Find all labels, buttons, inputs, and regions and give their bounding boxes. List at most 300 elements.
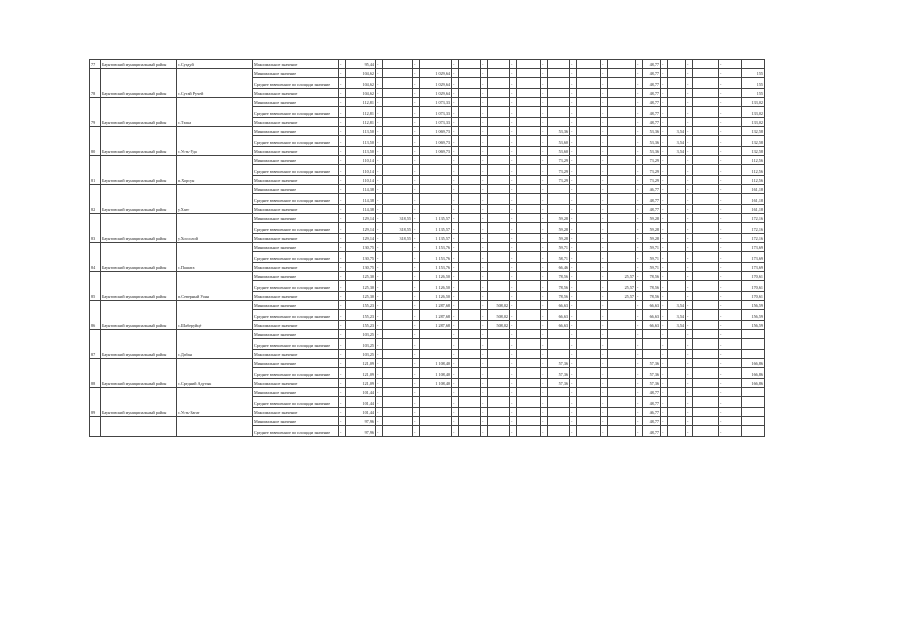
table-row bbox=[90, 359, 765, 368]
value-cell bbox=[693, 350, 719, 359]
value-type-label: Максимальное значение bbox=[253, 379, 339, 388]
dash-cell: - bbox=[510, 252, 517, 263]
dash-cell: - bbox=[376, 272, 383, 281]
dash-cell: - bbox=[452, 408, 459, 417]
value-cell bbox=[577, 165, 601, 176]
dash-cell: - bbox=[570, 397, 577, 408]
district-name: Баунтовский муниципальный район bbox=[101, 127, 177, 156]
value-cell: 125,30 bbox=[346, 292, 376, 301]
value-cell bbox=[459, 243, 481, 252]
dash-cell: - bbox=[339, 89, 346, 98]
dash-cell: - bbox=[601, 321, 608, 330]
dash-cell: - bbox=[541, 310, 548, 321]
value-cell bbox=[577, 368, 601, 379]
value-cell: 155,23 bbox=[346, 301, 376, 310]
value-cell bbox=[742, 397, 765, 408]
dash-cell: - bbox=[636, 321, 643, 330]
dash-cell: - bbox=[719, 89, 742, 98]
dash-cell: - bbox=[719, 107, 742, 118]
dash-cell: - bbox=[376, 136, 383, 147]
dash-cell: - bbox=[510, 301, 517, 310]
district-name: Баунтовский муниципальный район bbox=[101, 98, 177, 127]
value-cell: 59,71 bbox=[643, 252, 661, 263]
dash-cell: - bbox=[570, 379, 577, 388]
value-cell bbox=[517, 397, 541, 408]
value-cell bbox=[548, 408, 570, 417]
dash-cell: - bbox=[661, 234, 668, 243]
value-cell bbox=[742, 60, 765, 69]
dash-cell: - bbox=[541, 176, 548, 185]
dash-cell: - bbox=[636, 379, 643, 388]
dash-cell: - bbox=[481, 281, 488, 292]
dash-cell: - bbox=[541, 60, 548, 69]
dash-cell: - bbox=[339, 263, 346, 272]
value-cell bbox=[577, 127, 601, 136]
value-cell bbox=[693, 194, 719, 205]
dash-cell: - bbox=[376, 156, 383, 165]
value-cell bbox=[608, 350, 636, 359]
dash-cell: - bbox=[541, 234, 548, 243]
value-cell: 114,38 bbox=[346, 194, 376, 205]
value-cell: 103,25 bbox=[346, 330, 376, 339]
value-cell: 114,38 bbox=[346, 205, 376, 214]
dash-cell: - bbox=[719, 156, 742, 165]
value-cell: 101,44 bbox=[346, 408, 376, 417]
dash-cell: - bbox=[719, 78, 742, 89]
dash-cell: - bbox=[601, 388, 608, 397]
value-cell: 53,36 bbox=[548, 127, 570, 136]
dash-cell: - bbox=[339, 118, 346, 127]
dash-cell: - bbox=[413, 156, 420, 165]
value-cell bbox=[517, 408, 541, 417]
value-cell: 133,02 bbox=[742, 118, 765, 127]
dash-cell: - bbox=[601, 78, 608, 89]
value-cell: 78,56 bbox=[643, 272, 661, 281]
value-cell bbox=[668, 243, 686, 252]
dash-cell: - bbox=[510, 214, 517, 223]
dash-cell: - bbox=[452, 417, 459, 426]
value-cell: 155,23 bbox=[346, 310, 376, 321]
dash-cell: - bbox=[452, 89, 459, 98]
dash-cell: - bbox=[570, 243, 577, 252]
value-cell: 110,14 bbox=[346, 165, 376, 176]
dash-cell: - bbox=[661, 194, 668, 205]
dash-cell: - bbox=[541, 339, 548, 350]
value-cell bbox=[517, 263, 541, 272]
dash-cell: - bbox=[481, 127, 488, 136]
value-cell: 73,29 bbox=[643, 176, 661, 185]
value-type-label: Минимальное значение bbox=[253, 417, 339, 426]
value-cell bbox=[459, 368, 481, 379]
value-cell bbox=[693, 321, 719, 330]
dash-cell: - bbox=[376, 388, 383, 397]
dash-cell: - bbox=[541, 417, 548, 426]
dash-cell: - bbox=[541, 263, 548, 272]
dash-cell: - bbox=[339, 176, 346, 185]
value-cell bbox=[488, 194, 510, 205]
dash-cell: - bbox=[481, 223, 488, 234]
value-cell: 1 073,33 bbox=[420, 98, 452, 107]
dash-cell: - bbox=[541, 397, 548, 408]
value-type-label: Среднее взвешенное по площади значение bbox=[253, 281, 339, 292]
dash-cell: - bbox=[510, 426, 517, 437]
dash-cell: - bbox=[413, 281, 420, 292]
dash-cell: - bbox=[636, 69, 643, 78]
value-type-label: Минимальное значение bbox=[253, 243, 339, 252]
dash-cell: - bbox=[541, 408, 548, 417]
dash-cell: - bbox=[570, 350, 577, 359]
value-type-label: Среднее взвешенное по площади значение bbox=[253, 223, 339, 234]
dash-cell: - bbox=[413, 301, 420, 310]
value-cell: 48,77 bbox=[643, 397, 661, 408]
dash-cell: - bbox=[636, 359, 643, 368]
value-cell bbox=[577, 330, 601, 339]
dash-cell: - bbox=[481, 330, 488, 339]
value-cell bbox=[577, 147, 601, 156]
value-cell: 1 069,73 bbox=[420, 127, 452, 136]
value-cell: 110,14 bbox=[346, 176, 376, 185]
dash-cell: - bbox=[413, 330, 420, 339]
value-cell bbox=[577, 397, 601, 408]
value-cell bbox=[517, 292, 541, 301]
dash-cell: - bbox=[339, 194, 346, 205]
dash-cell: - bbox=[452, 339, 459, 350]
dash-cell: - bbox=[339, 136, 346, 147]
value-cell bbox=[548, 60, 570, 69]
value-cell bbox=[517, 350, 541, 359]
dash-cell: - bbox=[481, 397, 488, 408]
dash-cell: - bbox=[413, 397, 420, 408]
dash-cell: - bbox=[413, 78, 420, 89]
dash-cell: - bbox=[541, 368, 548, 379]
dash-cell: - bbox=[413, 359, 420, 368]
dash-cell: - bbox=[541, 107, 548, 118]
dash-cell: - bbox=[413, 107, 420, 118]
value-cell: 172,16 bbox=[742, 214, 765, 223]
dash-cell: - bbox=[541, 214, 548, 223]
dash-cell: - bbox=[719, 147, 742, 156]
dash-cell: - bbox=[541, 165, 548, 176]
dash-cell: - bbox=[413, 176, 420, 185]
dash-cell: - bbox=[719, 165, 742, 176]
value-cell bbox=[517, 165, 541, 176]
dash-cell: - bbox=[570, 89, 577, 98]
value-cell bbox=[459, 350, 481, 359]
dash-cell: - bbox=[376, 89, 383, 98]
dash-cell: - bbox=[541, 185, 548, 194]
dash-cell: - bbox=[719, 321, 742, 330]
value-cell bbox=[577, 78, 601, 89]
dash-cell: - bbox=[413, 185, 420, 194]
dash-cell: - bbox=[570, 234, 577, 243]
value-cell: 173,69 bbox=[742, 263, 765, 272]
value-cell bbox=[693, 252, 719, 263]
value-cell bbox=[459, 78, 481, 89]
dash-cell: - bbox=[570, 136, 577, 147]
value-cell bbox=[668, 223, 686, 234]
value-cell bbox=[383, 408, 413, 417]
value-cell bbox=[668, 165, 686, 176]
value-type-label: Минимальное значение bbox=[253, 156, 339, 165]
table-row bbox=[90, 417, 765, 426]
value-cell bbox=[383, 321, 413, 330]
value-cell bbox=[577, 292, 601, 301]
dash-cell: - bbox=[376, 127, 383, 136]
value-cell bbox=[383, 350, 413, 359]
dash-cell: - bbox=[541, 127, 548, 136]
value-cell: 25,57 bbox=[608, 281, 636, 292]
dash-cell: - bbox=[601, 350, 608, 359]
value-cell bbox=[608, 397, 636, 408]
value-cell bbox=[383, 339, 413, 350]
value-type-label: Максимальное значение bbox=[253, 60, 339, 69]
dash-cell: - bbox=[636, 330, 643, 339]
value-cell bbox=[517, 89, 541, 98]
dash-cell: - bbox=[376, 417, 383, 426]
value-cell bbox=[420, 426, 452, 437]
row-number: 85 bbox=[90, 272, 101, 301]
value-cell: 1 029,64 bbox=[420, 89, 452, 98]
value-cell: 59,28 bbox=[643, 223, 661, 234]
value-cell bbox=[608, 69, 636, 78]
value-cell bbox=[383, 89, 413, 98]
dash-cell: - bbox=[570, 118, 577, 127]
dash-cell: - bbox=[510, 165, 517, 176]
value-cell bbox=[668, 214, 686, 223]
value-cell: 112,81 bbox=[346, 107, 376, 118]
dash-cell: - bbox=[601, 214, 608, 223]
value-cell: 78,56 bbox=[548, 272, 570, 281]
value-cell bbox=[488, 330, 510, 339]
value-cell bbox=[420, 205, 452, 214]
value-cell bbox=[668, 368, 686, 379]
value-cell bbox=[608, 330, 636, 339]
value-cell bbox=[608, 417, 636, 426]
dash-cell: - bbox=[510, 292, 517, 301]
dash-cell: - bbox=[686, 281, 693, 292]
dash-cell: - bbox=[376, 185, 383, 194]
value-cell bbox=[459, 185, 481, 194]
value-cell: 170,61 bbox=[742, 281, 765, 292]
dash-cell: - bbox=[376, 426, 383, 437]
dash-cell: - bbox=[541, 136, 548, 147]
dash-cell: - bbox=[661, 176, 668, 185]
value-type-label: Среднее взвешенное по площади значение bbox=[253, 252, 339, 263]
value-cell bbox=[517, 379, 541, 388]
dash-cell: - bbox=[541, 281, 548, 292]
dash-cell: - bbox=[661, 78, 668, 89]
dash-cell: - bbox=[376, 234, 383, 243]
value-cell bbox=[488, 185, 510, 194]
value-cell bbox=[459, 165, 481, 176]
value-cell bbox=[488, 118, 510, 127]
value-cell: 112,56 bbox=[742, 156, 765, 165]
dash-cell: - bbox=[541, 89, 548, 98]
value-cell bbox=[383, 379, 413, 388]
dash-cell: - bbox=[601, 165, 608, 176]
table-row bbox=[90, 127, 765, 136]
dash-cell: - bbox=[661, 388, 668, 397]
dash-cell: - bbox=[719, 214, 742, 223]
value-cell: 113,50 bbox=[346, 136, 376, 147]
value-cell bbox=[608, 301, 636, 310]
value-cell bbox=[577, 388, 601, 397]
value-cell bbox=[383, 60, 413, 69]
value-cell bbox=[517, 310, 541, 321]
value-cell bbox=[517, 359, 541, 368]
dash-cell: - bbox=[452, 272, 459, 281]
value-cell: 161,18 bbox=[742, 194, 765, 205]
value-cell bbox=[459, 281, 481, 292]
value-cell bbox=[608, 60, 636, 69]
value-cell bbox=[459, 205, 481, 214]
value-cell: 1 073,33 bbox=[420, 107, 452, 118]
value-cell bbox=[668, 156, 686, 165]
dash-cell: - bbox=[686, 368, 693, 379]
value-cell bbox=[488, 107, 510, 118]
dash-cell: - bbox=[636, 98, 643, 107]
value-cell: 48,77 bbox=[643, 426, 661, 437]
value-type-label: Минимальное значение bbox=[253, 272, 339, 281]
value-cell: 1 029,64 bbox=[420, 78, 452, 89]
dash-cell: - bbox=[481, 350, 488, 359]
dash-cell: - bbox=[686, 359, 693, 368]
value-cell bbox=[693, 301, 719, 310]
value-cell bbox=[488, 234, 510, 243]
dash-cell: - bbox=[601, 339, 608, 350]
value-cell bbox=[608, 234, 636, 243]
value-cell: 172,16 bbox=[742, 234, 765, 243]
value-cell bbox=[668, 60, 686, 69]
dash-cell: - bbox=[686, 272, 693, 281]
value-cell bbox=[577, 176, 601, 185]
value-type-label: Среднее взвешенное по площади значение bbox=[253, 165, 339, 176]
value-cell: 73,29 bbox=[548, 156, 570, 165]
dash-cell: - bbox=[570, 176, 577, 185]
dash-cell: - bbox=[452, 321, 459, 330]
dash-cell: - bbox=[719, 417, 742, 426]
dash-cell: - bbox=[636, 214, 643, 223]
value-cell: 48,77 bbox=[643, 69, 661, 78]
dash-cell: - bbox=[686, 69, 693, 78]
value-cell: 78,56 bbox=[548, 281, 570, 292]
value-cell bbox=[693, 426, 719, 437]
dash-cell: - bbox=[570, 98, 577, 107]
value-cell: 3,54 bbox=[668, 301, 686, 310]
dash-cell: - bbox=[601, 310, 608, 321]
dash-cell: - bbox=[636, 408, 643, 417]
dash-cell: - bbox=[661, 310, 668, 321]
dash-cell: - bbox=[661, 281, 668, 292]
value-cell bbox=[383, 176, 413, 185]
dash-cell: - bbox=[661, 359, 668, 368]
value-cell bbox=[517, 205, 541, 214]
value-cell bbox=[668, 379, 686, 388]
dash-cell: - bbox=[339, 292, 346, 301]
dash-cell: - bbox=[570, 69, 577, 78]
dash-cell: - bbox=[661, 205, 668, 214]
dash-cell: - bbox=[376, 98, 383, 107]
dash-cell: - bbox=[686, 60, 693, 69]
value-cell bbox=[693, 397, 719, 408]
settlement-name: с.Дабан bbox=[177, 330, 253, 359]
value-cell bbox=[548, 205, 570, 214]
dash-cell: - bbox=[719, 301, 742, 310]
value-type-label: Максимальное значение bbox=[253, 234, 339, 243]
dash-cell: - bbox=[452, 165, 459, 176]
dash-cell: - bbox=[413, 426, 420, 437]
dash-cell: - bbox=[481, 136, 488, 147]
value-cell bbox=[488, 292, 510, 301]
dash-cell: - bbox=[452, 136, 459, 147]
dash-cell: - bbox=[510, 147, 517, 156]
value-cell: 53,60 bbox=[548, 147, 570, 156]
dash-cell: - bbox=[601, 136, 608, 147]
value-cell bbox=[548, 426, 570, 437]
dash-cell: - bbox=[661, 127, 668, 136]
value-cell bbox=[488, 127, 510, 136]
value-cell bbox=[517, 252, 541, 263]
dash-cell: - bbox=[339, 339, 346, 350]
value-cell bbox=[459, 118, 481, 127]
dash-cell: - bbox=[541, 78, 548, 89]
value-cell: 112,56 bbox=[742, 165, 765, 176]
value-type-label: Максимальное значение bbox=[253, 118, 339, 127]
dash-cell: - bbox=[339, 397, 346, 408]
dash-cell: - bbox=[481, 205, 488, 214]
dash-cell: - bbox=[376, 165, 383, 176]
value-cell bbox=[608, 263, 636, 272]
value-cell bbox=[459, 107, 481, 118]
dash-cell: - bbox=[413, 147, 420, 156]
value-cell bbox=[577, 301, 601, 310]
dash-cell: - bbox=[413, 408, 420, 417]
row-number: 88 bbox=[90, 359, 101, 388]
value-cell bbox=[488, 368, 510, 379]
value-cell: 48,77 bbox=[643, 118, 661, 127]
value-cell bbox=[742, 408, 765, 417]
value-cell bbox=[517, 368, 541, 379]
value-cell bbox=[668, 194, 686, 205]
dash-cell: - bbox=[661, 321, 668, 330]
value-cell bbox=[548, 388, 570, 397]
dash-cell: - bbox=[661, 426, 668, 437]
value-cell: 172,16 bbox=[742, 223, 765, 234]
dash-cell: - bbox=[661, 397, 668, 408]
value-cell bbox=[488, 379, 510, 388]
value-cell: 170,61 bbox=[742, 292, 765, 301]
dash-cell: - bbox=[601, 281, 608, 292]
dash-cell: - bbox=[452, 243, 459, 252]
value-cell bbox=[693, 60, 719, 69]
dash-cell: - bbox=[541, 205, 548, 214]
value-cell bbox=[577, 339, 601, 350]
dash-cell: - bbox=[686, 426, 693, 437]
dash-cell: - bbox=[339, 214, 346, 223]
dash-cell: - bbox=[636, 147, 643, 156]
value-cell: 125,30 bbox=[346, 281, 376, 292]
value-cell bbox=[459, 60, 481, 69]
value-cell bbox=[383, 147, 413, 156]
value-type-label: Максимальное значение bbox=[253, 350, 339, 359]
value-cell bbox=[420, 194, 452, 205]
value-cell bbox=[517, 281, 541, 292]
value-cell bbox=[608, 214, 636, 223]
value-cell bbox=[517, 234, 541, 243]
dash-cell: - bbox=[570, 426, 577, 437]
value-cell bbox=[383, 388, 413, 397]
value-cell bbox=[459, 234, 481, 243]
